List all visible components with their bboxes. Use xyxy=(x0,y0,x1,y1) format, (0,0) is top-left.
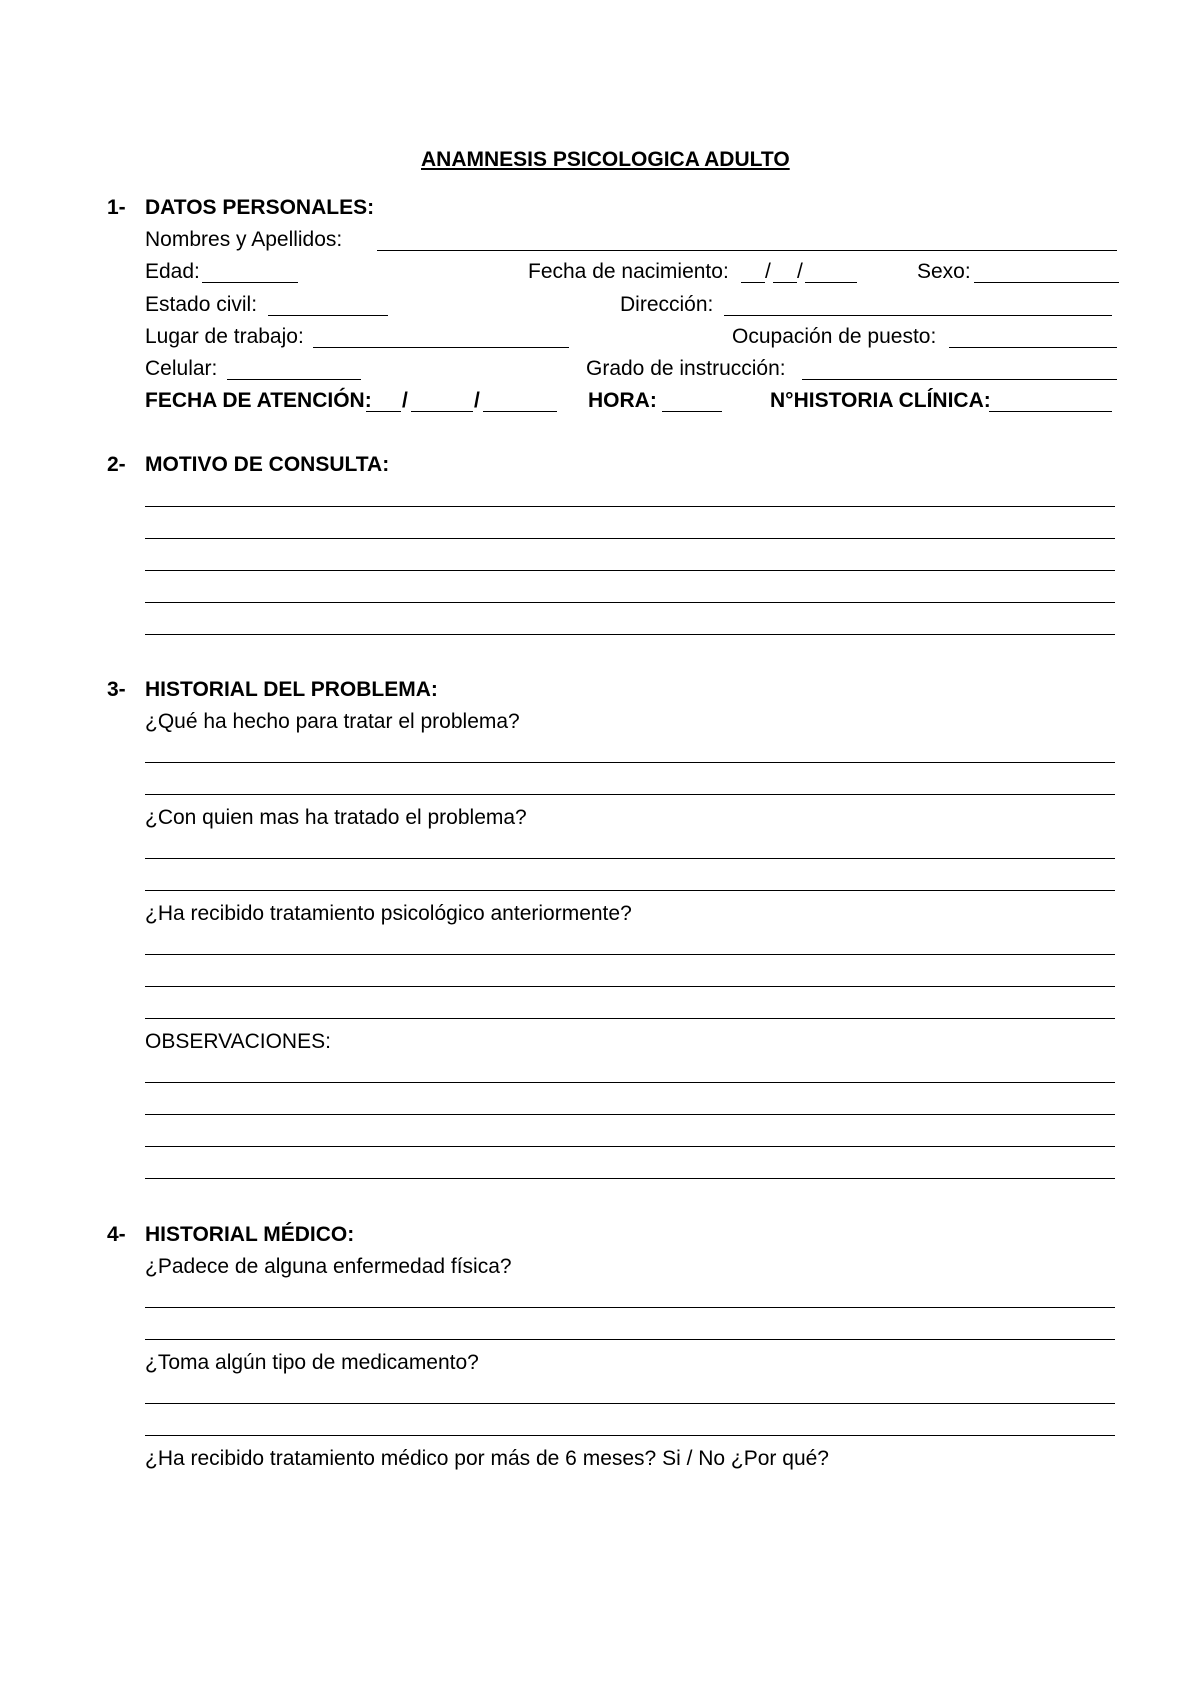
historial-question-3: ¿Ha recibido tratamiento psicológico anteriormente? xyxy=(145,902,632,925)
motivo-consulta-line-1[interactable] xyxy=(145,506,1115,507)
fecha-atencion-month-field[interactable] xyxy=(411,393,473,412)
fecha-nacimiento-day-field[interactable] xyxy=(741,264,765,283)
motivo-consulta-line-3[interactable] xyxy=(145,570,1115,571)
observaciones-line-1[interactable] xyxy=(145,1082,1115,1083)
historial-q2-line-1[interactable] xyxy=(145,858,1115,859)
sexo-field[interactable] xyxy=(974,264,1119,283)
fecha-nacimiento-separator-1: / xyxy=(765,260,771,283)
section-4-number: 4- xyxy=(107,1223,126,1246)
direccion-label: Dirección: xyxy=(620,293,714,316)
medico-q2-line-2[interactable] xyxy=(145,1435,1115,1436)
motivo-consulta-line-5[interactable] xyxy=(145,634,1115,635)
medico-q1-line-2[interactable] xyxy=(145,1339,1115,1340)
sexo-label: Sexo: xyxy=(917,260,971,283)
fecha-nacimiento-month-field[interactable] xyxy=(773,264,797,283)
nombres-field[interactable] xyxy=(377,232,1117,251)
form-title: ANAMNESIS PSICOLOGICA ADULTO xyxy=(421,148,790,171)
estado-civil-label: Estado civil: xyxy=(145,293,258,316)
observaciones-label: OBSERVACIONES: xyxy=(145,1030,331,1053)
section-2-heading: MOTIVO DE CONSULTA: xyxy=(145,453,390,476)
section-3-heading: HISTORIAL DEL PROBLEMA: xyxy=(145,678,438,701)
fecha-atencion-year-field[interactable] xyxy=(483,393,557,412)
historial-q3-line-3[interactable] xyxy=(145,1018,1115,1019)
medico-question-1: ¿Padece de alguna enfermedad física? xyxy=(145,1255,512,1278)
medico-q1-line-1[interactable] xyxy=(145,1307,1115,1308)
celular-label: Celular: xyxy=(145,357,218,380)
nombres-label: Nombres y Apellidos: xyxy=(145,228,343,251)
fecha-nacimiento-separator-2: / xyxy=(797,260,803,283)
edad-field[interactable] xyxy=(202,264,298,283)
hora-label: HORA: xyxy=(588,389,657,412)
observaciones-line-3[interactable] xyxy=(145,1146,1115,1147)
historia-clinica-label: N°HISTORIA CLÍNICA: xyxy=(770,389,991,412)
section-1-number: 1- xyxy=(107,196,126,219)
motivo-consulta-line-2[interactable] xyxy=(145,538,1115,539)
historial-q2-line-2[interactable] xyxy=(145,890,1115,891)
grado-instruccion-field[interactable] xyxy=(802,361,1117,380)
historia-clinica-field[interactable] xyxy=(989,393,1112,412)
medico-question-2: ¿Toma algún tipo de medicamento? xyxy=(145,1351,479,1374)
section-4-heading: HISTORIAL MÉDICO: xyxy=(145,1223,355,1246)
section-1-heading: DATOS PERSONALES: xyxy=(145,196,375,219)
edad-label: Edad: xyxy=(145,260,200,283)
historial-q3-line-1[interactable] xyxy=(145,954,1115,955)
medico-q2-line-1[interactable] xyxy=(145,1403,1115,1404)
direccion-field[interactable] xyxy=(724,297,1112,316)
fecha-nacimiento-year-field[interactable] xyxy=(805,264,857,283)
hora-field[interactable] xyxy=(662,393,722,412)
fecha-atencion-separator-2: / xyxy=(474,389,480,412)
historial-q1-line-2[interactable] xyxy=(145,794,1115,795)
lugar-trabajo-field[interactable] xyxy=(313,329,569,348)
fecha-atencion-label: FECHA DE ATENCIÓN: xyxy=(145,389,372,412)
section-2-number: 2- xyxy=(107,453,126,476)
historial-q1-line-1[interactable] xyxy=(145,762,1115,763)
historial-q3-line-2[interactable] xyxy=(145,986,1115,987)
observaciones-line-2[interactable] xyxy=(145,1114,1115,1115)
historial-question-1: ¿Qué ha hecho para tratar el problema? xyxy=(145,710,520,733)
fecha-atencion-day-field[interactable] xyxy=(366,393,401,412)
historial-question-2: ¿Con quien mas ha tratado el problema? xyxy=(145,806,527,829)
estado-civil-field[interactable] xyxy=(268,297,388,316)
medico-question-3: ¿Ha recibido tratamiento médico por más de 6 meses? Si / No ¿Por qué? xyxy=(145,1447,829,1470)
ocupacion-label: Ocupación de puesto: xyxy=(732,325,937,348)
fecha-atencion-separator-1: / xyxy=(402,389,408,412)
motivo-consulta-line-4[interactable] xyxy=(145,602,1115,603)
ocupacion-field[interactable] xyxy=(949,329,1117,348)
fecha-nacimiento-label: Fecha de nacimiento: xyxy=(528,260,729,283)
lugar-trabajo-label: Lugar de trabajo: xyxy=(145,325,304,348)
celular-field[interactable] xyxy=(227,361,361,380)
section-3-number: 3- xyxy=(107,678,126,701)
observaciones-line-4[interactable] xyxy=(145,1178,1115,1179)
grado-instruccion-label: Grado de instrucción: xyxy=(586,357,786,380)
